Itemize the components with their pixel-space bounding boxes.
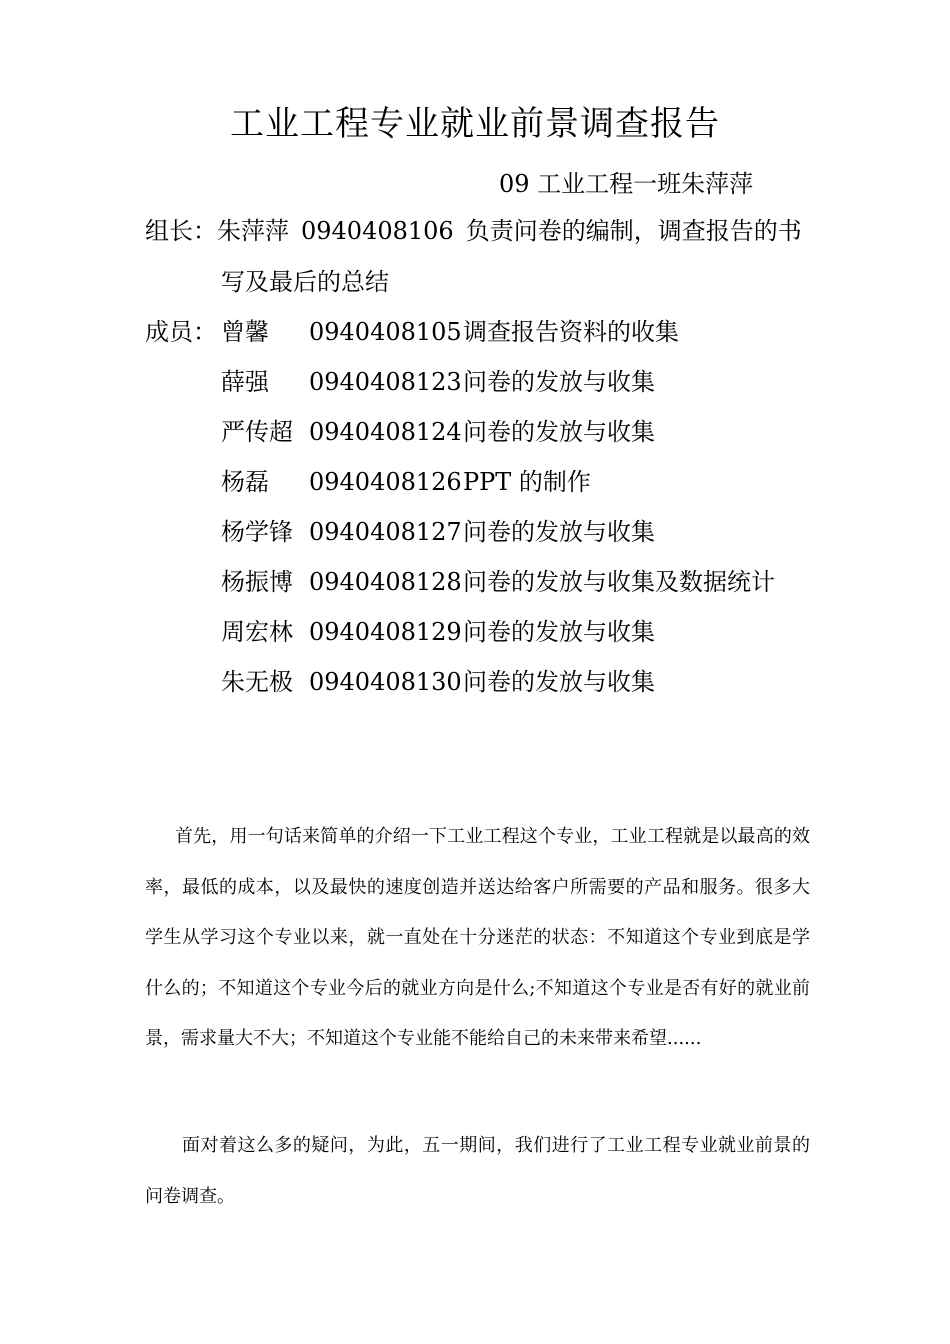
- intro-paragraph: 首先，用一句话来简单的介绍一下工业工程这个专业，工业工程就是以最高的效率，最低的成本，以及最快的速度创造并送达给客户所需要的产品和服务。很多大学生从学习这个专业以来，就一直处在十分迷茫的状态：不知道这个专业到底是学什么的；不知道这个专业今后的就业方向是什么;不知道这个专业是否有好的就业前景，需求量大不大；不知道这个专业能不能给自己的未来带来希望......: [145, 826, 810, 1049]
- member-id: 0940408127: [309, 518, 462, 546]
- member-name: 朱无极: [221, 668, 293, 696]
- member-duty: 问卷的发放与收集: [463, 368, 655, 396]
- members-label: 成员：: [145, 318, 217, 346]
- leader-name: 朱萍萍: [217, 217, 289, 245]
- member-id: 0940408124: [309, 418, 462, 446]
- member-id: 0940408128: [309, 568, 462, 596]
- member-name: 薛强: [221, 368, 269, 396]
- member-row: [145, 366, 825, 398]
- member-id: 0940408123: [309, 368, 462, 396]
- member-name: 杨磊: [221, 468, 269, 496]
- leader-label: 组长：: [145, 217, 217, 245]
- member-row: [145, 616, 825, 648]
- member-duty: 问卷的发放与收集及数据统计: [463, 568, 775, 596]
- member-duty: 问卷的发放与收集: [463, 518, 655, 546]
- author-line: 09 工业工程一班朱萍萍: [499, 170, 754, 198]
- member-row: [145, 466, 825, 498]
- member-row: [145, 316, 825, 348]
- member-name: 严传超: [221, 418, 293, 446]
- member-id: 0940408129: [309, 618, 462, 646]
- leader-duty: 负责问卷的编制，调查报告的书: [465, 217, 802, 245]
- member-duty: 问卷的发放与收集: [463, 618, 655, 646]
- member-id: 0940408105: [309, 318, 462, 346]
- member-row: [145, 516, 825, 548]
- member-duty: PPT 的制作: [463, 468, 591, 496]
- member-duty: 调查报告资料的收集: [463, 318, 679, 346]
- member-name: 曾馨: [221, 318, 269, 346]
- member-duty: 问卷的发放与收集: [463, 418, 655, 446]
- survey-paragraph: 面对着这么多的疑问，为此，五一期间，我们进行了工业工程专业就业前景的问卷调查。: [145, 1135, 810, 1207]
- leader-duty-continuation: 写及最后的总结: [221, 268, 389, 296]
- leader-line: [145, 215, 802, 247]
- member-id: 0940408130: [309, 668, 462, 696]
- page-title: 工业工程专业就业前景调查报告: [230, 104, 720, 144]
- member-id: 0940408126: [309, 468, 462, 496]
- member-name: 杨振博: [221, 568, 293, 596]
- member-name: 周宏林: [221, 618, 293, 646]
- member-row: [145, 666, 825, 698]
- member-name: 杨学锋: [221, 518, 293, 546]
- member-row: [145, 416, 825, 448]
- member-duty: 问卷的发放与收集: [463, 668, 655, 696]
- leader-id: 0940408106: [301, 217, 454, 245]
- member-row: [145, 566, 825, 598]
